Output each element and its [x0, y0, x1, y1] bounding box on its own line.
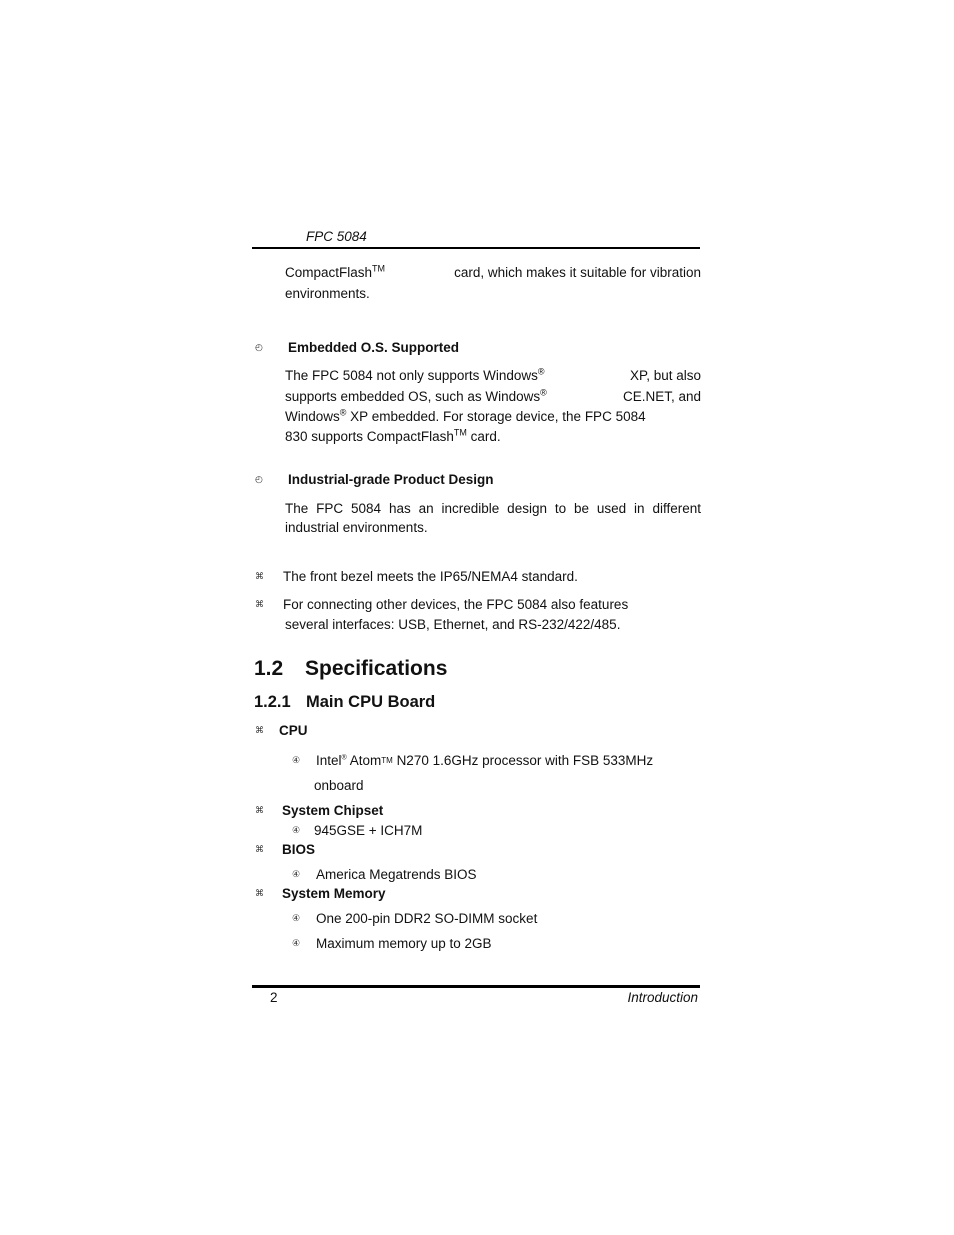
spec-item-bios: America Megatrends BIOS: [316, 867, 477, 882]
spec-item-bullet-icon: ④: [292, 938, 301, 948]
spec-group-cpu: CPU: [279, 723, 308, 738]
intro-line-1: [285, 263, 701, 283]
feature-paragraph-line: The FPC 5084 not only supports Windows® XP, but also: [285, 366, 701, 383]
running-header-title: FPC 5084: [306, 229, 367, 244]
section-number: 1.2: [254, 657, 284, 680]
list-item-bezel: The front bezel meets the IP65/NEMA4 standard.: [283, 569, 578, 584]
spec-group-chipset: System Chipset: [282, 803, 384, 818]
command-bullet-icon: ⌘: [255, 599, 264, 609]
subsection-number: 1.2.1: [254, 693, 291, 711]
feature-title-embedded-os: Embedded O.S. Supported: [288, 340, 460, 355]
intro-line-2: environments.: [285, 286, 370, 301]
spec-item-bullet-icon: ④: [292, 913, 301, 923]
command-bullet-icon: ⌘: [255, 888, 264, 898]
footer-chapter: Introduction: [627, 990, 698, 1005]
command-bullet-icon: ⌘: [255, 805, 264, 815]
command-bullet-icon: ⌘: [255, 571, 264, 581]
footer-rule: [252, 985, 700, 988]
intro-compactflash: CompactFlash: [285, 265, 373, 280]
feature-paragraph-line: The FPC 5084 has an incredible design to be used in different: [285, 501, 701, 516]
subsection-title: Main CPU Board: [306, 693, 436, 711]
feature-paragraph-line: industrial environments.: [285, 520, 428, 535]
list-item-interfaces: For connecting other devices, the FPC 5084 also features: [283, 597, 629, 612]
intro-line1-rest: card, which makes it suitable for vibration: [454, 265, 701, 280]
feature-paragraph-line: supports embedded OS, such as Windows® CE.NET, and: [285, 387, 701, 404]
spec-item-cpu-cont: onboard: [314, 778, 364, 793]
feature-paragraph-line: Windows® XP embedded. For storage device, the FPC 5084: [285, 407, 646, 424]
section-title: Specifications: [305, 657, 448, 680]
spec-item-memory-max: Maximum memory up to 2GB: [316, 936, 492, 951]
feature-bullet-icon: ◴: [255, 342, 263, 352]
spec-item-memory-socket: One 200-pin DDR2 SO-DIMM socket: [316, 911, 538, 926]
feature-paragraph-line: 830 supports CompactFlash™ card.: [285, 427, 501, 444]
spec-item-chipset: 945GSE + ICH7M: [314, 823, 423, 838]
spec-item-bullet-icon: ④: [292, 869, 301, 879]
feature-title-industrial-design: Industrial-grade Product Design: [288, 472, 494, 487]
spec-item-cpu: Intel® AtomTM N270 1.6GHz processor with FSB 533MHz: [316, 753, 654, 768]
intro-tm: TM: [372, 263, 386, 274]
list-item-interfaces-cont: several interfaces: USB, Ethernet, and RS-232/422/485.: [285, 617, 621, 632]
feature-bullet-icon: ◴: [255, 474, 263, 484]
header-rule: [252, 247, 700, 249]
command-bullet-icon: ⌘: [255, 725, 264, 735]
command-bullet-icon: ⌘: [255, 844, 264, 854]
page-number: 2: [270, 990, 278, 1005]
spec-item-bullet-icon: ④: [292, 825, 301, 835]
spec-group-bios: BIOS: [282, 842, 316, 857]
section-heading: [254, 657, 447, 681]
subsection-heading: [254, 693, 435, 712]
spec-group-memory: System Memory: [282, 886, 386, 901]
spec-item-bullet-icon: ④: [292, 755, 301, 765]
